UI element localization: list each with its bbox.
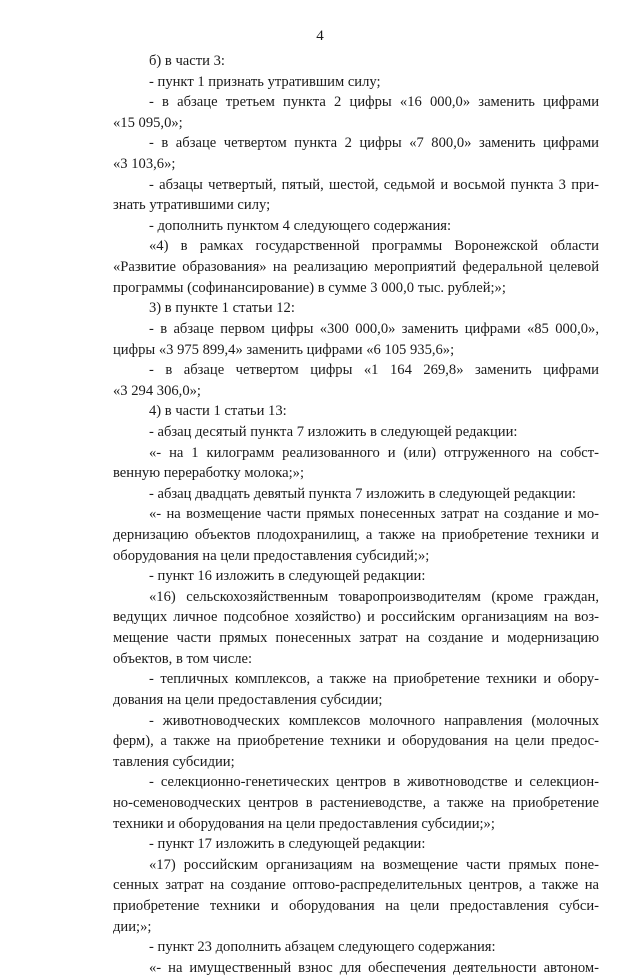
text-line: - дополнить пунктом 4 следующего содержания: [149,217,452,234]
text-line: - пункт 23 дополнить абзацем следующего содержания: [149,939,496,956]
text-line: «Развитие образования» на реализацию мероприятий федеральной целевой [113,259,599,276]
text-line: 3) в пункте 1 статьи 12: [149,300,295,317]
page-number: 4 [316,28,324,44]
text-line: мещение части прямых понесенных затрат на создание и модернизацию [113,630,599,647]
text-line: - абзац десятый пункта 7 изложить в следующей редакции: [149,423,518,440]
text-line: - тепличных комплексов, а также на приобретение техники и обору- [149,671,599,688]
text-line: тавления субсидии; [113,753,235,770]
text-line: дии;»; [113,918,152,935]
text-line: - животноводческих комплексов молочного направления (молочных [149,712,599,729]
text-line: знать утратившими силу; [113,197,271,214]
text-line: «- на возмещение части прямых понесенных затрат на создание и мо- [149,506,599,523]
text-line: «3 294 306,0»; [113,382,201,399]
text-line: - пункт 16 изложить в следующей редакции: [149,568,426,585]
text-line: «- на имущественный взнос для обеспечения деятельности автоном- [149,959,599,976]
text-line: «3 103,6»; [113,156,176,173]
text-line: 4) в части 1 статьи 13: [149,403,287,420]
text-line: «15 095,0»; [113,114,183,131]
text-line: дернизацию объектов плодохранилищ, а также на приобретение техники и [113,527,599,544]
text-line: - в абзаце третьем пункта 2 цифры «16 000,0» заменить цифрами [149,94,599,111]
text-line: - абзац двадцать девятый пункта 7 изложить в следующей редакции: [149,485,576,502]
text-line: оборудования на цели предоставления субсидий;»; [113,547,430,564]
text-line: «17) российским организациям на возмещение части прямых поне- [149,856,599,873]
text-line: - в абзаце первом цифры «300 000,0» заменить цифрами «85 000,0», [149,320,599,337]
text-line: «16) сельскохозяйственным товаропроизводителям (кроме граждан, [149,588,599,605]
text-line: сенных затрат на создание оптово-распределительных центров, а также на [113,877,599,894]
text-line: техники и оборудования на цели предоставления субсидии;»; [113,815,495,832]
text-line: - абзацы четвертый, пятый, шестой, седьмой и восьмой пункта 3 при- [149,176,599,193]
text-line: - селекционно-генетических центров в животноводстве и селекцион- [149,774,599,791]
text-line: - в абзаце четвертом цифры «1 164 269,8» заменить цифрами [149,362,599,379]
text-line: - пункт 1 признать утратившим силу; [149,73,381,90]
text-line: «4) в рамках государственной программы Воронежской области [149,238,599,255]
text-line: приобретение техники и оборудования на цели предоставления субси- [113,897,599,914]
text-line: но-семеноводческих центров в растениеводстве, а также на приобретение [113,794,599,811]
text-line: объектов, в том числе: [113,650,253,667]
text-line: цифры «3 975 899,4» заменить цифрами «6 105 935,6»; [113,341,455,358]
text-line: венную переработку молока;»; [113,465,304,482]
text-line: ферм), а также на приобретение техники и оборудования на цели предос- [113,733,599,750]
text-line: программы (софинансирование) в сумме 3 000,0 тыс. рублей;»; [113,279,506,296]
text-line: дования на цели предоставления субсидии; [113,691,383,708]
document-body [113,51,599,978]
text-line: ведущих личное подсобное хозяйство) и российским организациям на воз- [113,609,599,626]
text-line: б) в части 3: [149,53,225,69]
text-line: «- на 1 килограмм реализованного и (или) отгруженного на собст- [149,444,599,461]
text-line: - в абзаце четвертом пункта 2 цифры «7 800,0» заменить цифрами [149,135,599,152]
text-line: - пункт 17 изложить в следующей редакции: [149,836,426,853]
